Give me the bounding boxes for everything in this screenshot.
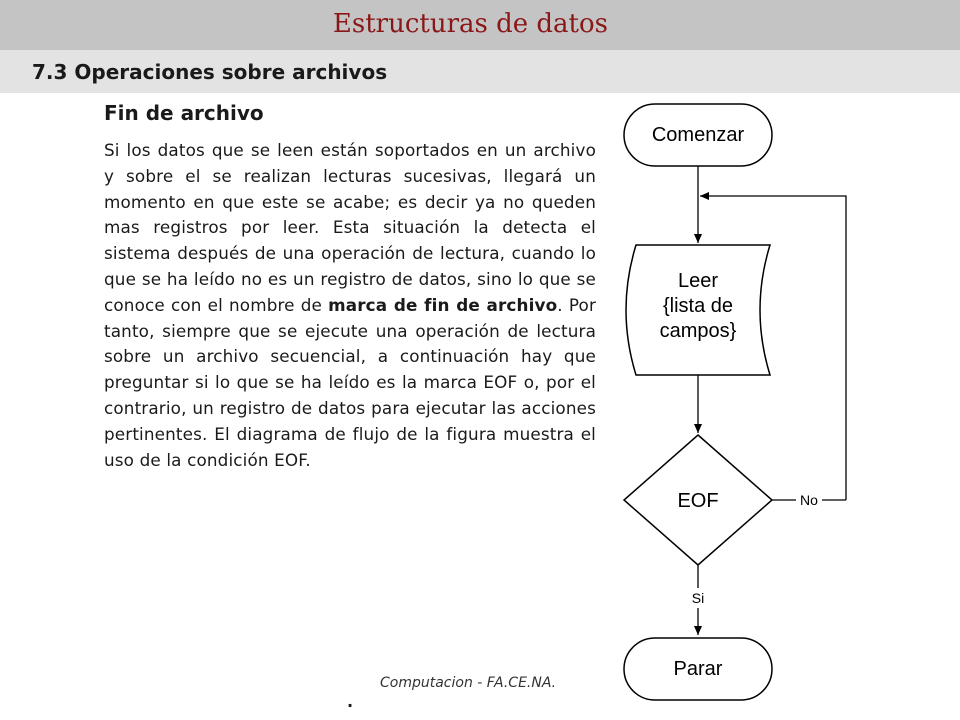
- yes-path: [692, 565, 704, 635]
- eof-decision-node: [624, 435, 772, 565]
- footer-dot: .: [347, 692, 354, 711]
- yes-label: Si: [691, 590, 705, 606]
- stop-node: [624, 638, 772, 700]
- decision-label: EOF: [677, 490, 719, 512]
- start-label: Comenzar: [651, 124, 745, 146]
- content-heading: Fin de archivo: [104, 101, 264, 125]
- footer-text: Computacion - FA.CE.NA.: [380, 675, 557, 691]
- read-label-line2: {lista de: [662, 295, 734, 317]
- paragraph-text-after: . Por tanto, siempre que se ejecute una operación de lectura sobre un archivo secuencial, a continuación hay que preguntar si lo que se ha leído es la marca EOF o, por el contrario, un registro de datos para ejecutar las acciones pertinentes. El diagrama de flujo de la figura muestra el uso de la condición EOF.: [104, 294, 596, 470]
- no-label: No: [800, 492, 818, 508]
- read-label-line1: Leer: [677, 270, 719, 292]
- read-node: [626, 245, 770, 375]
- paragraph-text-before: Si los datos que se leen están soportados en un archivo y sobre el se realizan lecturas sucesivas, llegará un momento en que este se acabe; es decir ya no queden mas registros por leer. Esta situación la detecta el sistema después de una operación de lectura, cuando lo que se ha leído no es un registro de datos, sino lo que se conoce con el nombre de: [104, 140, 596, 315]
- paragraph-bold-term: marca de fin de archivo: [328, 294, 558, 315]
- start-node: [624, 104, 772, 166]
- page-title: Estructuras de datos: [332, 9, 608, 39]
- read-label-line3: campos}: [659, 320, 737, 342]
- section-title: 7.3 Operaciones sobre archivos: [32, 60, 388, 84]
- stop-label: Parar: [673, 658, 723, 680]
